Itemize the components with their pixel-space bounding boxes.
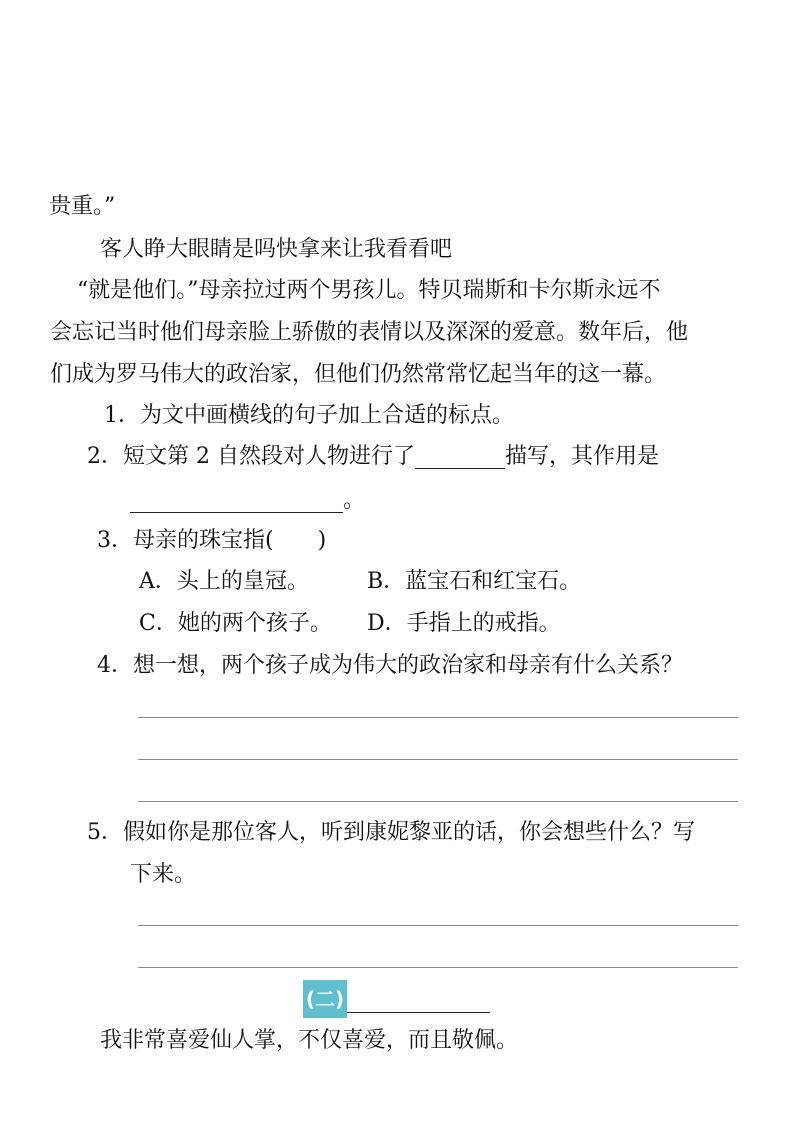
answer-line[interactable] — [138, 801, 738, 802]
question-3-stem: 3．母亲的珠宝指( ) — [97, 528, 327, 553]
question-4: 4．想一想，两个孩子成为伟大的政治家和母亲有什么关系？ — [97, 653, 683, 678]
question-3-option-a[interactable]: A．头上的皇冠。 — [139, 569, 309, 594]
answer-blank-description-type[interactable] — [415, 446, 505, 469]
passage-para3-line1: “就是他们。”母亲拉过两个男孩儿。特贝瑞斯和卡尔斯永远不 — [77, 278, 661, 303]
section-title-blank-line — [347, 1012, 490, 1013]
question-3-option-c[interactable]: C．她的两个孩子。 — [139, 611, 332, 636]
passage-para3-line3: 们成为罗马伟大的政治家，但他们仍然常常忆起当年的这一幕。 — [50, 362, 667, 387]
section-number-badge: (二) — [303, 980, 347, 1018]
question-2 — [87, 442, 659, 472]
question-3-option-d[interactable]: D．手指上的戒指。 — [367, 611, 561, 636]
question-1: 1．为文中画横线的句子加上合适的标点。 — [104, 403, 514, 428]
question-2-text-before: 2．短文第 2 自然段对人物进行了 — [87, 444, 415, 469]
answer-line[interactable] — [138, 759, 738, 760]
answer-line[interactable] — [138, 967, 738, 968]
passage-para3-line2: 会忘记当时他们母亲脸上骄傲的表情以及深深的爱意。数年后，他 — [50, 320, 689, 345]
question-2-continuation — [130, 486, 365, 516]
answer-blank-effect[interactable] — [130, 490, 343, 513]
question-2-end-mark: 。 — [343, 488, 366, 513]
answer-line[interactable] — [138, 925, 738, 926]
question-5-line2: 下来。 — [130, 862, 197, 887]
answer-line[interactable] — [138, 717, 738, 718]
section-2-first-line: 我非常喜爱仙人掌，不仅喜爱，而且敬佩。 — [100, 1028, 519, 1053]
passage-line-end-quote: 贵重。” — [49, 194, 116, 219]
question-2-text-after: 描写，其作用是 — [504, 444, 659, 469]
question-3-option-b[interactable]: B．蓝宝石和红宝石。 — [367, 569, 582, 594]
question-5-line1: 5．假如你是那位客人，听到康妮黎亚的话，你会想些什么？写 — [87, 820, 695, 845]
passage-underlined-sentence: 客人睁大眼睛是吗快拿来让我看看吧 — [100, 237, 453, 262]
